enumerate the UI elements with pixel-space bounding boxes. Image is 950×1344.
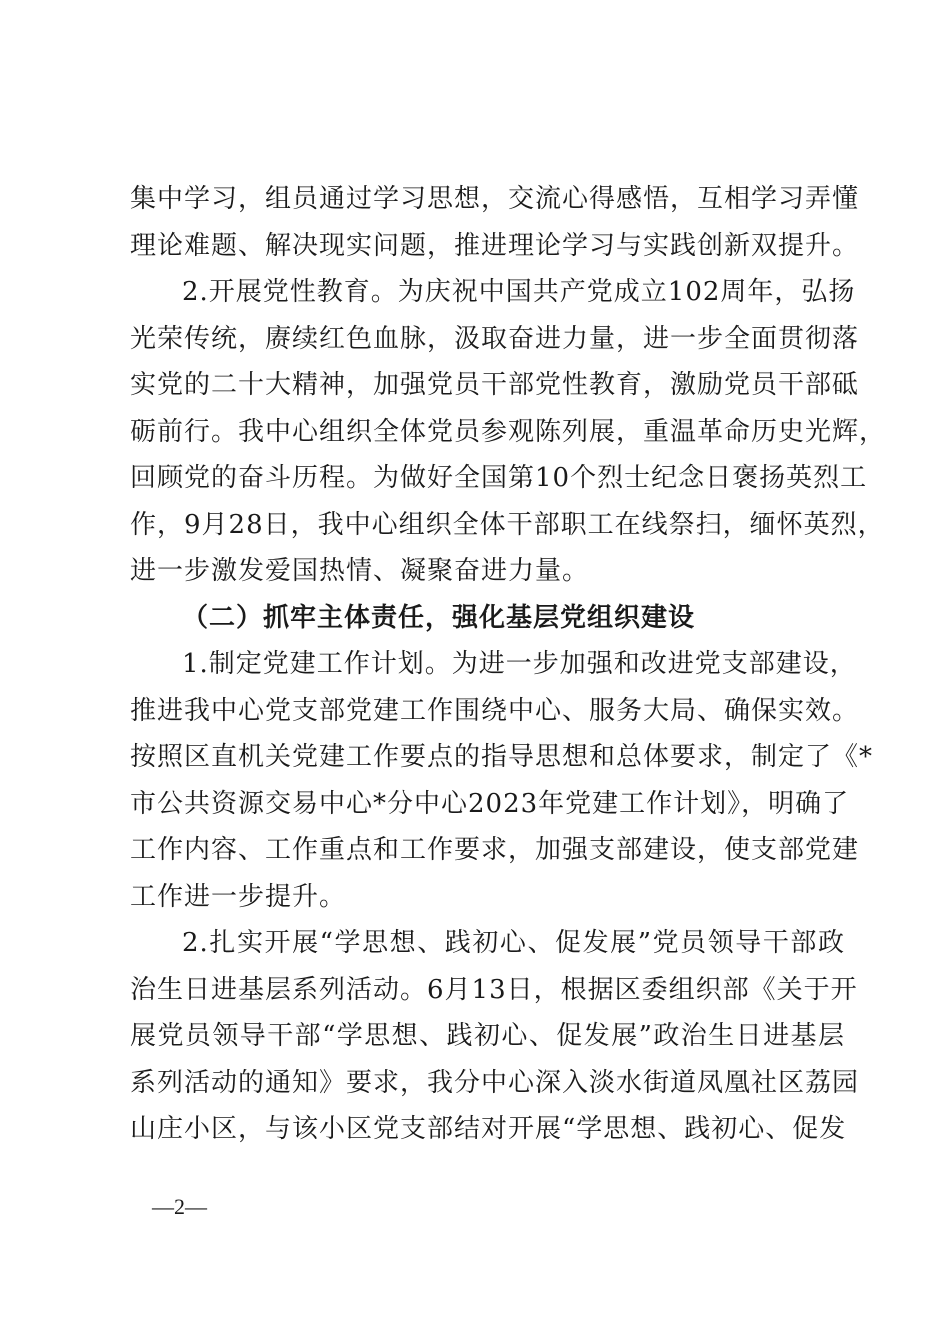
- text-line: 光荣传统，赓续红色血脉，汲取奋进力量，进一步全面贯彻落: [130, 323, 860, 354]
- text-line: 作，9月28日，我中心组织全体干部职工在线祭扫，缅怀英烈，: [130, 509, 885, 540]
- text-line: 2.扎实开展“学思想、践初心、促发展”党员领导干部政: [182, 928, 845, 958]
- text-line: 展党员领导干部“学思想、践初心、促发展”政治生日进基层: [130, 1021, 845, 1051]
- text-line: 按照区直机关党建工作要点的指导思想和总体要求，制定了《*: [130, 742, 874, 772]
- text-line: 工作内容、工作重点和工作要求，加强支部建设，使支部党建: [130, 835, 860, 865]
- document-body: [130, 176, 887, 1153]
- text-line: 系列活动的通知》要求，我分中心深入淡水街道凤凰社区荔园: [130, 1067, 860, 1098]
- text-line: 1.制定党建工作计划。为进一步加强和改进党支部建设，: [182, 649, 857, 679]
- text-line: 实党的二十大精神，加强党员干部党性教育，激励党员干部砥: [130, 370, 860, 400]
- section-heading: （二）抓牢主体责任，强化基层党组织建设: [182, 602, 696, 633]
- text-line: 工作进一步提升。: [130, 881, 347, 912]
- text-line: 集中学习，组员通过学习思想，交流心得感悟，互相学习弄懂: [130, 184, 860, 214]
- page-number: —2—: [152, 1194, 207, 1219]
- text-line: 推进我中心党支部党建工作围绕中心、服务大局、确保实效。: [130, 695, 860, 726]
- text-line: 砺前行。我中心组织全体党员参观陈列展，重温革命历史光辉，: [130, 416, 887, 447]
- text-line: 市公共资源交易中心*分中心2023年党建工作计划》，明确了: [130, 788, 850, 819]
- text-line: 回顾党的奋斗历程。为做好全国第10个烈士纪念日褒扬英烈工: [130, 463, 868, 493]
- text-line: 治生日进基层系列活动。6月13日，根据区委组织部《关于开: [130, 974, 858, 1005]
- text-line: 山庄小区，与该小区党支部结对开展“学思想、践初心、促发: [130, 1114, 847, 1144]
- text-line: 理论难题、解决现实问题，推进理论学习与实践创新双提升。: [130, 230, 860, 261]
- text-line: 2.开展党性教育。为庆祝中国共产党成立102周年，弘扬: [182, 277, 856, 307]
- text-line: 进一步激发爱国热情、凝聚奋进力量。: [130, 556, 590, 586]
